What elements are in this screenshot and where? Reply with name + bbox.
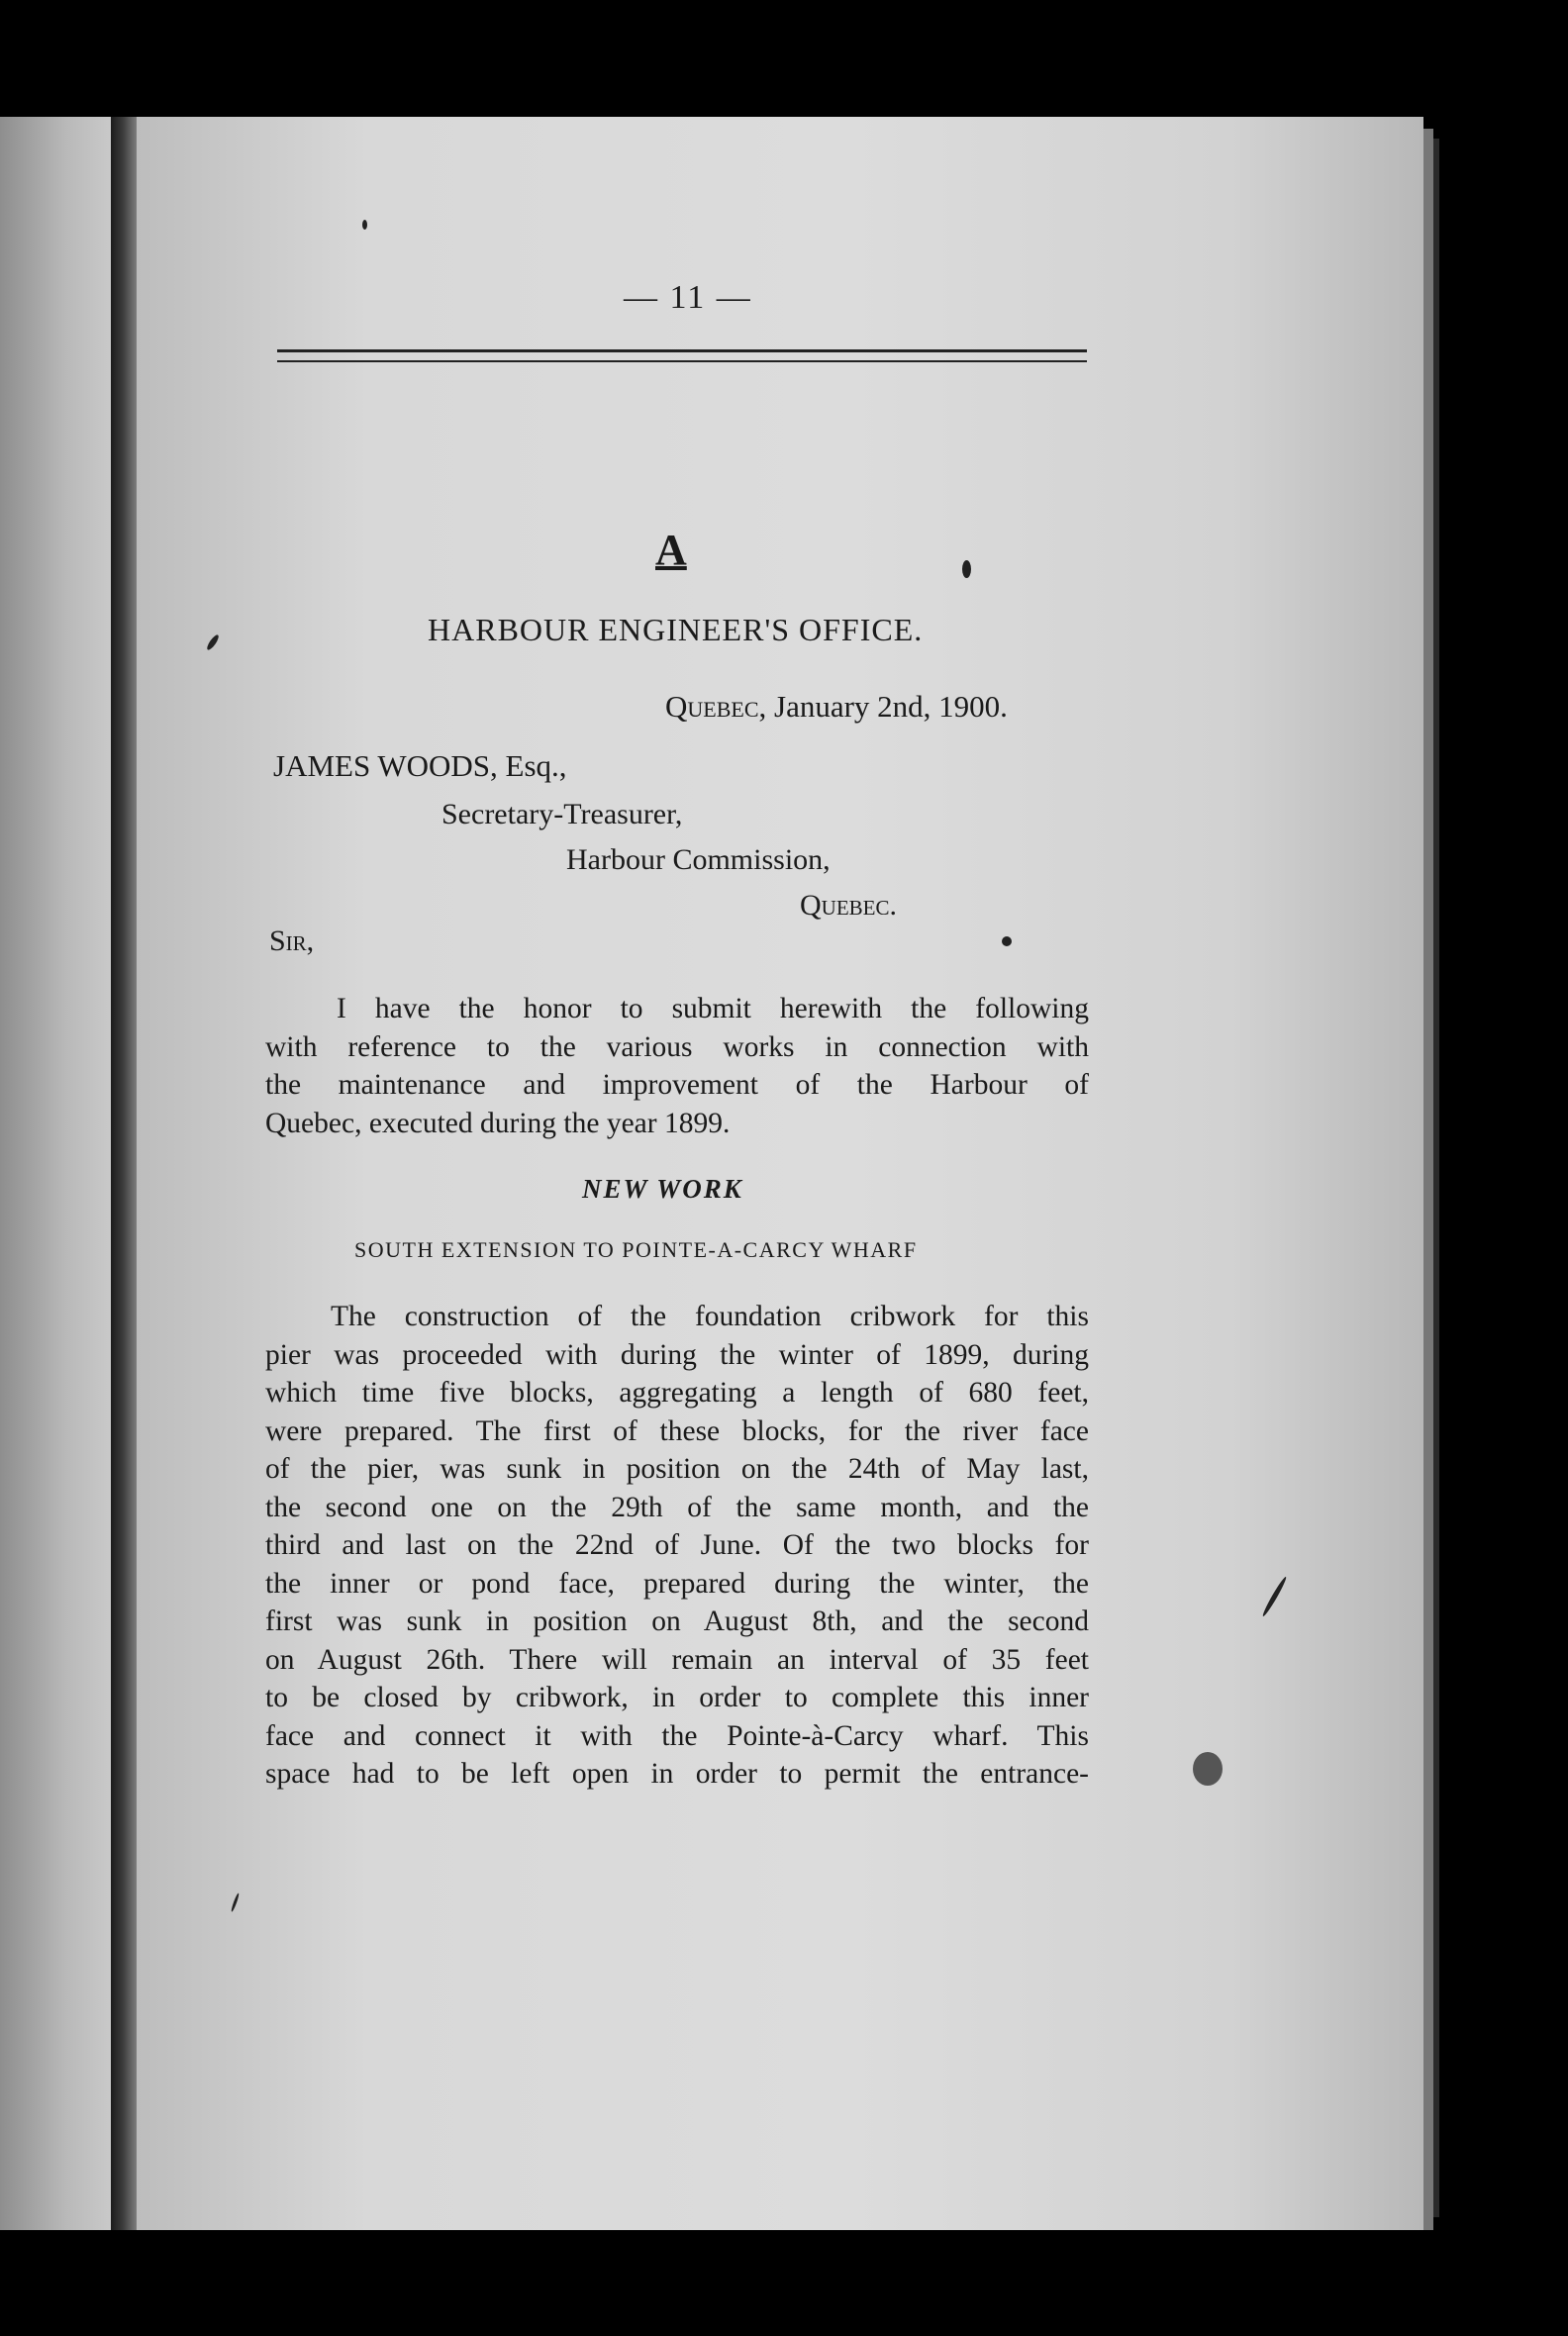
paragraph-line: the maintenance and improvement of the Harbour of: [265, 1069, 1089, 1101]
scan-speck: [1193, 1752, 1223, 1786]
paragraph-line: Quebec, executed during the year 1899.: [265, 1107, 731, 1139]
paragraph-line: of the pier, was sunk in position on the 24th of May last,: [265, 1453, 1089, 1485]
paragraph-line: were prepared. The first of these blocks, for the river face: [265, 1414, 1089, 1447]
date: , January 2nd, 1900.: [758, 689, 1008, 724]
scan-speck: [1002, 936, 1012, 946]
paragraph-line: which time five blocks, aggregating a length of 680 feet,: [265, 1377, 1089, 1409]
paragraph-line: the inner or pond face, prepared during the winter, the: [265, 1567, 1089, 1600]
paragraph-line: third and last on the 22nd of June. Of the two blocks for: [265, 1529, 1089, 1561]
addressee-organization: Harbour Commission,: [566, 843, 831, 876]
paragraph-line: pier was proceeded with during the winter of 1899, during: [265, 1338, 1089, 1371]
appendix-letter: A: [655, 526, 687, 574]
salutation: Sir,: [269, 925, 315, 957]
place: Quebec: [665, 689, 759, 724]
facing-page-edge: [0, 117, 111, 2230]
scan-speck: [362, 220, 367, 230]
page-edge-dark: [1433, 139, 1439, 2217]
addressee-title: Secretary-Treasurer,: [441, 798, 683, 830]
book-gutter: [111, 117, 137, 2230]
paragraph-line: to be closed by cribwork, in order to complete this inner: [265, 1682, 1089, 1713]
section-heading: NEW WORK: [582, 1174, 743, 1204]
addressee-name: JAMES WOODS, Esq.,: [273, 748, 567, 783]
body-paragraph: [265, 1298, 1089, 1794]
paragraph-line: the second one on the 29th of the same month, and the: [265, 1491, 1089, 1523]
page-edge-shadow: [1423, 129, 1433, 2230]
paragraph-line: first was sunk in position on August 8th, and the second: [265, 1606, 1089, 1637]
page-number: — 11 —: [624, 279, 752, 316]
paragraph-line: The construction of the foundation cribwork for this: [331, 1301, 1089, 1332]
office-heading: HARBOUR ENGINEER'S OFFICE.: [428, 612, 924, 647]
paragraph-line: on August 26th. There will remain an interval of 35 feet: [265, 1643, 1089, 1676]
paragraph-line: face and connect it with the Pointe-à-Carcy wharf. This: [265, 1719, 1089, 1752]
place-and-date: [665, 689, 1008, 725]
subsection-heading: SOUTH EXTENSION TO POINTE-A-CARCY WHARF: [354, 1237, 918, 1262]
paragraph-line: with reference to the various works in connection with: [265, 1030, 1089, 1063]
header-rule-top: [277, 349, 1087, 352]
addressee-city: Quebec.: [800, 889, 897, 922]
scan-speck: [962, 560, 971, 578]
document-page: [137, 117, 1423, 2230]
paragraph-line: I have the honor to submit herewith the following: [337, 993, 1089, 1024]
header-rule-bottom: [277, 360, 1087, 362]
paragraph-line: space had to be left open in order to permit the entrance-: [265, 1758, 1089, 1790]
intro-paragraph: [265, 990, 1089, 1142]
